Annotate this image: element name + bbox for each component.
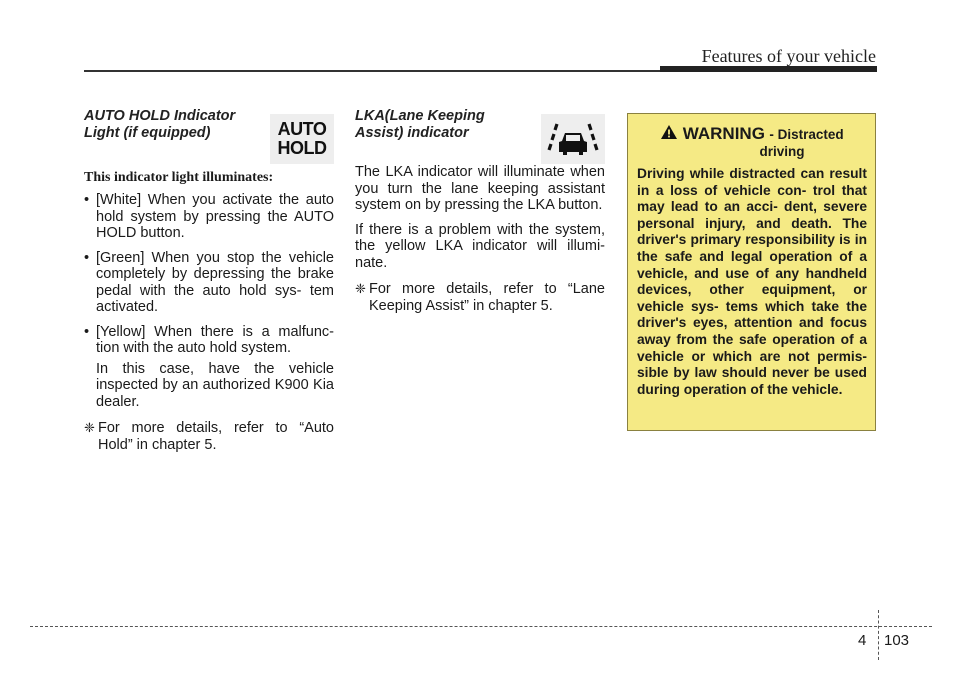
warning-header [637, 124, 867, 160]
auto-hold-icon-line2: HOLD [277, 138, 327, 158]
lka-section [355, 108, 605, 314]
auto-hold-title [84, 108, 254, 142]
lka-heading [355, 108, 605, 164]
auto-hold-lead: This indicator light illuminates: [84, 170, 274, 185]
note-mark-icon: ❈ [84, 420, 95, 435]
list-item-text: [Yellow] When there is a malfunc- tion with the auto hold system. [96, 323, 334, 356]
auto-hold-subparagraph: In this case, have the vehicle inspected by an authorized K900 Kia dealer. [96, 360, 334, 410]
footer-rule [30, 626, 932, 627]
lka-title [355, 108, 525, 142]
auto-hold-heading [84, 108, 334, 164]
auto-hold-icon-line1: AUTO [277, 119, 327, 139]
lka-title-line2: Assist) indicator [355, 125, 469, 141]
header-title: Features of your vehicle [701, 46, 876, 66]
lka-note [355, 281, 605, 314]
list-item-text: [White] When you activate the auto hold system by pressing the AUTO HOLD button. [96, 192, 334, 241]
warning-text: Driving while distracted can result in a loss of vehicle con- trol that may lead to an acci- dent, severe personal injury, and death. The driver's primary responsibility is in the safe and legal operation of a vehicle, and use of any handheld devices, other equipment, or vehicle sys- tems which take the driver's eyes, attention and focus away from the safe operation of a vehicle or which are not permis- sible by law should never be used during operation of the vehicle. [637, 166, 867, 397]
lka-title-line1: LKA(Lane Keeping [355, 108, 485, 124]
lane-keeping-car-icon [547, 120, 599, 158]
note-mark-icon: ❈ [355, 281, 366, 296]
auto-hold-note [84, 420, 334, 453]
list-item: • [White] When you activate the auto hold system by pressing the AUTO HOLD button. [84, 192, 334, 241]
warning-triangle-icon [660, 124, 678, 140]
auto-hold-list [84, 192, 334, 357]
auto-hold-icon [270, 114, 334, 164]
auto-hold-note-text: For more details, refer to “Auto Hold” in chapter 5. [98, 420, 334, 453]
lka-paragraph-1: The LKA indicator will illuminate when you turn the lane keeping assistant system on by pressing the LKA button. [355, 164, 605, 213]
auto-hold-title-line2: Light (if equipped) [84, 125, 211, 141]
lka-paragraph-2: If there is a problem with the system, the yellow LKA indicator will illumi- nate. [355, 221, 605, 271]
auto-hold-section [84, 108, 334, 453]
list-item: • [Green] When you stop the vehicle completely by depressing the brake pedal with the auto hold sys- tem activated. [84, 249, 334, 315]
warning-box [627, 113, 876, 431]
chapter-number: 4 [858, 632, 867, 649]
list-item: • [Yellow] When there is a malfunc- tion with the auto hold system. [84, 323, 334, 356]
lka-icon [541, 114, 605, 164]
footer-separator [878, 610, 879, 660]
list-item-text: [Green] When you stop the vehicle completely by depressing the brake pedal with the auto hold sys- tem activated. [96, 249, 334, 315]
warning-subtitle-line2: driving [759, 144, 805, 159]
header-rule-accent [660, 66, 877, 72]
page-number: 103 [884, 632, 910, 649]
lka-note-text: For more details, refer to “Lane Keeping Assist” in chapter 5. [369, 281, 605, 314]
auto-hold-title-line1: AUTO HOLD Indicator [84, 108, 236, 124]
warning-label: WARNING [682, 124, 765, 143]
warning-subtitle-line1: - Distracted [769, 127, 844, 142]
